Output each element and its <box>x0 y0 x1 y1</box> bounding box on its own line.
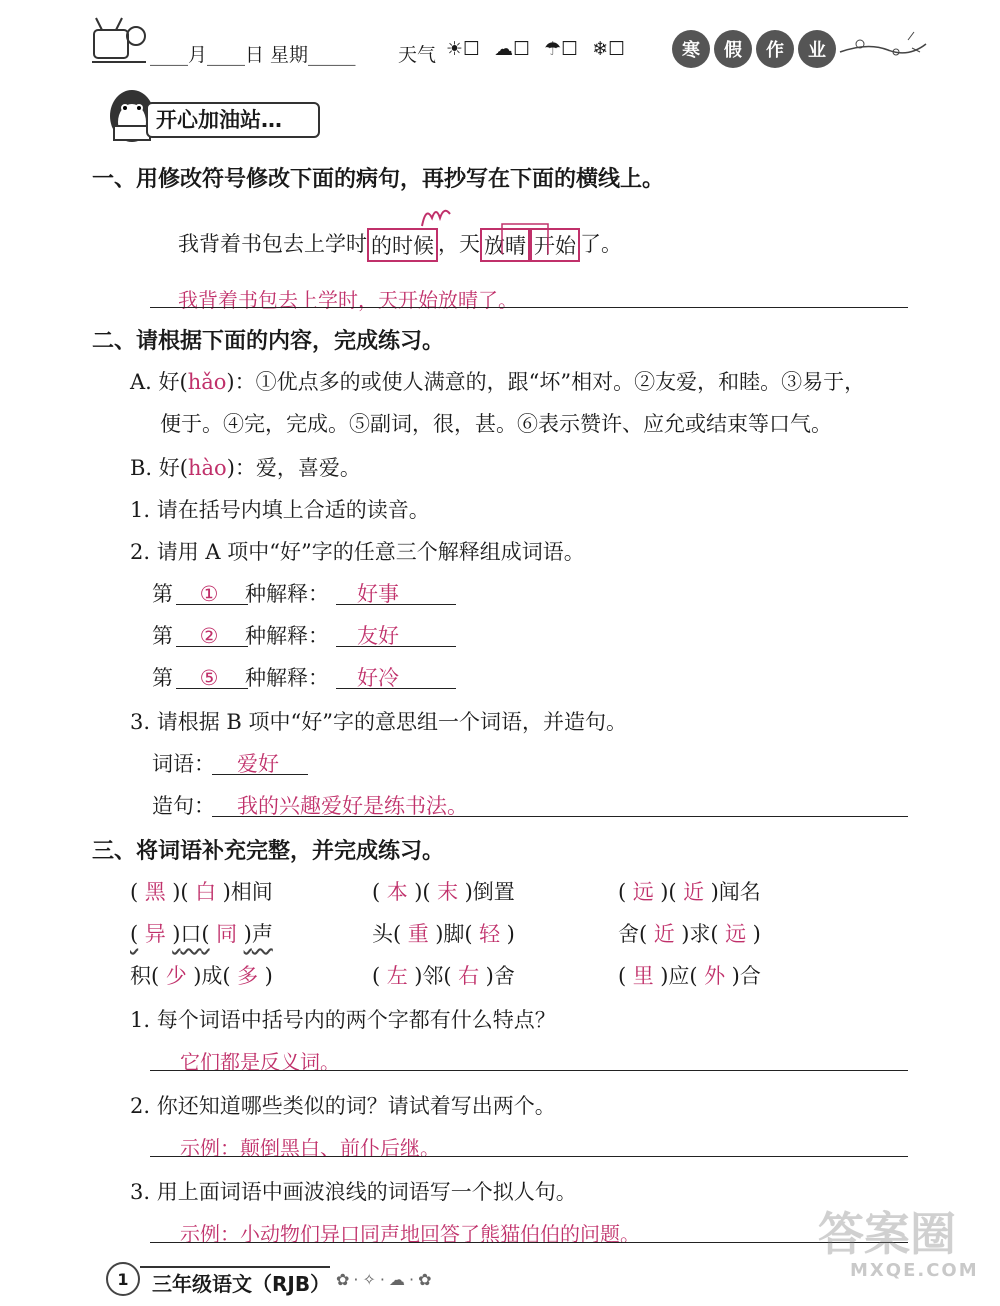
page-number-badge <box>106 1262 140 1296</box>
question-3-3: 3. 用上面词语中画波浪线的词语写一个拟人句。 <box>130 1180 577 1204</box>
swapped-word-box: 开始 <box>530 228 580 262</box>
question-3-2: 2. 你还知道哪些类似的词？请试着写出两个。 <box>130 1094 556 1118</box>
sentence-answer: 我的兴趣爱好是练书法。 <box>237 794 468 818</box>
pinyin-answer: hào <box>187 456 227 480</box>
word-answer: 爱好 <box>237 752 279 776</box>
explanation-row: 第 ① 种解释： 好事 <box>152 582 399 606</box>
book-label: 三年级语文（RJB） <box>152 1272 331 1296</box>
flower-branch-icon <box>838 22 928 72</box>
banner-title: 开心加油站… <box>156 108 282 132</box>
weather-options <box>446 38 625 60</box>
sentence-part: 了。 <box>580 232 622 256</box>
explanation-row: 第 ⑤ 种解释： 好冷 <box>152 666 399 690</box>
idiom: 舍( 近 )求( 远 ) <box>618 922 761 946</box>
sentence-label: 造句： <box>152 794 215 818</box>
winter-homework-badge <box>672 30 840 68</box>
pinyin-answer: hǎo <box>187 370 227 394</box>
badge-char: 业 <box>798 30 836 68</box>
answer-3-1: 它们都是反义词。 <box>180 1050 340 1074</box>
meaning-a-line1: A. 好(hǎo)：①优点多的或使人满意的，跟“坏”相对。②友爱，和睦。③易于， <box>130 370 866 394</box>
idiom: 头( 重 )脚( 轻 ) <box>372 922 515 946</box>
sentence-part: 我背着书包去上学时 <box>178 232 367 256</box>
section1-answer: 我背着书包去上学时，天开始放晴了。 <box>178 288 518 312</box>
answer-line <box>150 307 908 308</box>
date-line: ____月____日 星期_____ <box>150 44 356 66</box>
section3-heading: 三、将词语补充完整，并完成练习。 <box>92 839 445 864</box>
watermark-logo: 答案圈 <box>818 1207 956 1261</box>
meaning-a-line2: 便于。④完，完成。⑤副词，很，甚。⑥表示赞许、应允或结束等口气。 <box>160 412 832 436</box>
idiom: ( 里 )应( 外 )合 <box>618 964 761 988</box>
tv-mascot-icon <box>88 14 148 66</box>
section1-heading: 一、用修改符号修改下面的病句，再抄写在下面的横线上。 <box>92 167 665 192</box>
deleted-phrase-box: 的时候 <box>367 228 438 262</box>
delete-mark-icon <box>418 202 458 230</box>
explanation-row: 第 ② 种解释： 友好 <box>152 624 399 648</box>
swapped-word-box: 放晴 <box>480 228 530 262</box>
question-2-2: 2. 请用 A 项中“好”字的任意三个解释组成词语。 <box>130 540 585 564</box>
sunny-icon: ☀☐ <box>446 38 481 60</box>
question-2-1: 1. 请在括号内填上合适的读音。 <box>130 498 430 522</box>
word-label: 词语： <box>152 752 215 776</box>
rain-icon: ☂☐ <box>544 38 579 60</box>
cloudy-icon: ☁☐ <box>494 38 531 60</box>
badge-char: 假 <box>714 30 752 68</box>
question-3-1: 1. 每个词语中括号内的两个字都有什么特点？ <box>130 1008 556 1032</box>
badge-char: 寒 <box>672 30 710 68</box>
idiom: ( 本 )( 末 )倒置 <box>372 880 515 904</box>
section2-heading: 二、请根据下面的内容，完成练习。 <box>92 329 445 354</box>
idiom: 积( 少 )成( 多 ) <box>130 964 273 988</box>
weather-label: 天气 <box>398 44 437 66</box>
answer-3-2: 示例：颠倒黑白、前仆后继。 <box>180 1136 440 1160</box>
swap-mark-icon <box>498 214 598 258</box>
question-2-3: 3. 请根据 B 项中“好”字的意思组一个词语，并造句。 <box>130 710 627 734</box>
idiom: ( 远 )( 近 )闻名 <box>618 880 761 904</box>
idiom-wavy-underlined: ( 异 )口( 同 )声 <box>130 922 273 946</box>
watermark-url: MXQE.COM <box>850 1260 979 1281</box>
answer-3-3: 示例：小动物们异口同声地回答了熊猫伯伯的问题。 <box>180 1222 640 1246</box>
idiom: ( 黑 )( 白 )相间 <box>130 880 273 904</box>
idiom: ( 左 )邻( 右 )舍 <box>372 964 515 988</box>
meaning-b-line: B. 好(hào)：爱，喜爱。 <box>130 456 361 480</box>
sentence-part: ，天 <box>438 232 480 256</box>
snow-icon: ❄☐ <box>592 38 626 60</box>
page-number: 1 <box>106 1262 140 1296</box>
badge-char: 作 <box>756 30 794 68</box>
decorative-stars-icon: ✿·✧·☁·✿ <box>336 1270 436 1289</box>
